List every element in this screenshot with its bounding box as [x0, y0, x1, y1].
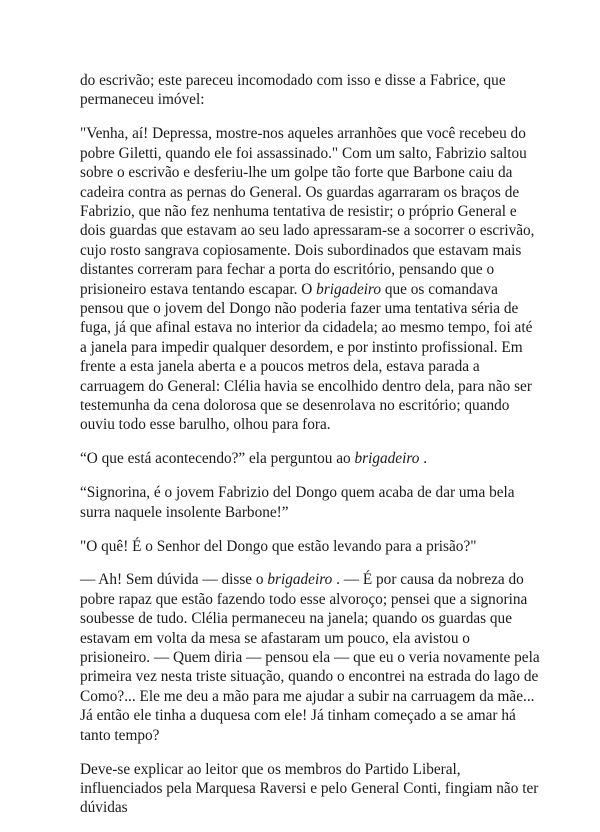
text-run: “Signorina, é o jovem Fabrizio del Dongo quem acaba de dar uma bela surra naquele insolente Barbone!” — [80, 484, 515, 521]
text-run: "Venha, aí! Depressa, mostre-nos aqueles arranhões que você recebeu do pobre Giletti, quando ele foi assassinado." Com um salto, Fabrizio saltou sobre o escrivão e desferiu-lhe um golpe tão forte que Barbone caiu da cadeira contra as pernas do General. Os guardas agarraram os braços de Fabrizio, que não fez nenhuma tentativa de resistir; o próprio General e dois guardas que estavam ao seu lado apressaram-se a socorrer o escrivão, cujo rosto sangrava copiosamente. Dois subordinados que estavam mais distantes correram para fechar a porta do escritório, pensando que o prisioneiro estava tentando escapar. O — [80, 125, 535, 298]
text-run: do escrivão; este pareceu incomodado com isso e disse a Fabrice, que permaneceu imóvel: — [80, 72, 506, 109]
text-run: — Ah! Sem dúvida — disse o — [80, 571, 268, 589]
text-run: . — [419, 450, 428, 468]
italic-run: brigadeiro — [316, 280, 382, 298]
paragraph — [80, 537, 540, 556]
paragraph — [80, 124, 540, 435]
text-run: Deve-se explicar ao leitor que os membros do Partido Liberal, influenciados pela Marquesa Raversi e pelo General Conti, fingiam não ter dúvidas — [80, 760, 539, 817]
paragraph — [80, 71, 540, 110]
text-run: “O que está acontecendo?” ela perguntou ao — [80, 450, 355, 468]
paragraph — [80, 483, 540, 522]
paragraph — [80, 570, 540, 745]
text-run: "O quê! É o Senhor del Dongo que estão levando para a prisão?" — [80, 537, 477, 555]
text-run: que os comandava pensou que o jovem del Dongo não poderia fazer uma tentativa séria de fuga, já que afinal estava no interior da cidadela; ao mesmo tempo, foi até a janela para impedir qualquer desordem, e por instinto profissional. Em frente a esta janela aberta e a poucos metros dela, estava parada a carruagem do General: Clélia havia se encolhido dentro dela, para não ser testemunha da cena dolorosa que se desenrolava no escritório; quando ouviu todo esse barulho, olhou para fora. — [80, 280, 533, 434]
body-text — [80, 71, 540, 832]
paragraph — [80, 449, 540, 468]
paragraph — [80, 760, 540, 818]
text-run: . — É por causa da nobreza do pobre rapaz que estão fazendo todo esse alvoroço; pensei que a signorina soubesse de tudo. Clélia permaneceu na janela; quando os guardas que estavam em volta da mesa se afastaram um pouco, ela avistou o prisioneiro. — Quem diria — pensou ela — que eu o veria novamente pela primeira vez nesta triste situação, quando o encontrei na estrada do lago de Como?... Ele me deu a mão para me ajudar a subir na carruagem da mãe... Já então ele tinha a duquesa com ele! Já tinham começado a se amar há tanto tempo? — [80, 571, 540, 744]
italic-run: brigadeiro — [267, 571, 333, 589]
italic-run: brigadeiro — [354, 450, 420, 468]
